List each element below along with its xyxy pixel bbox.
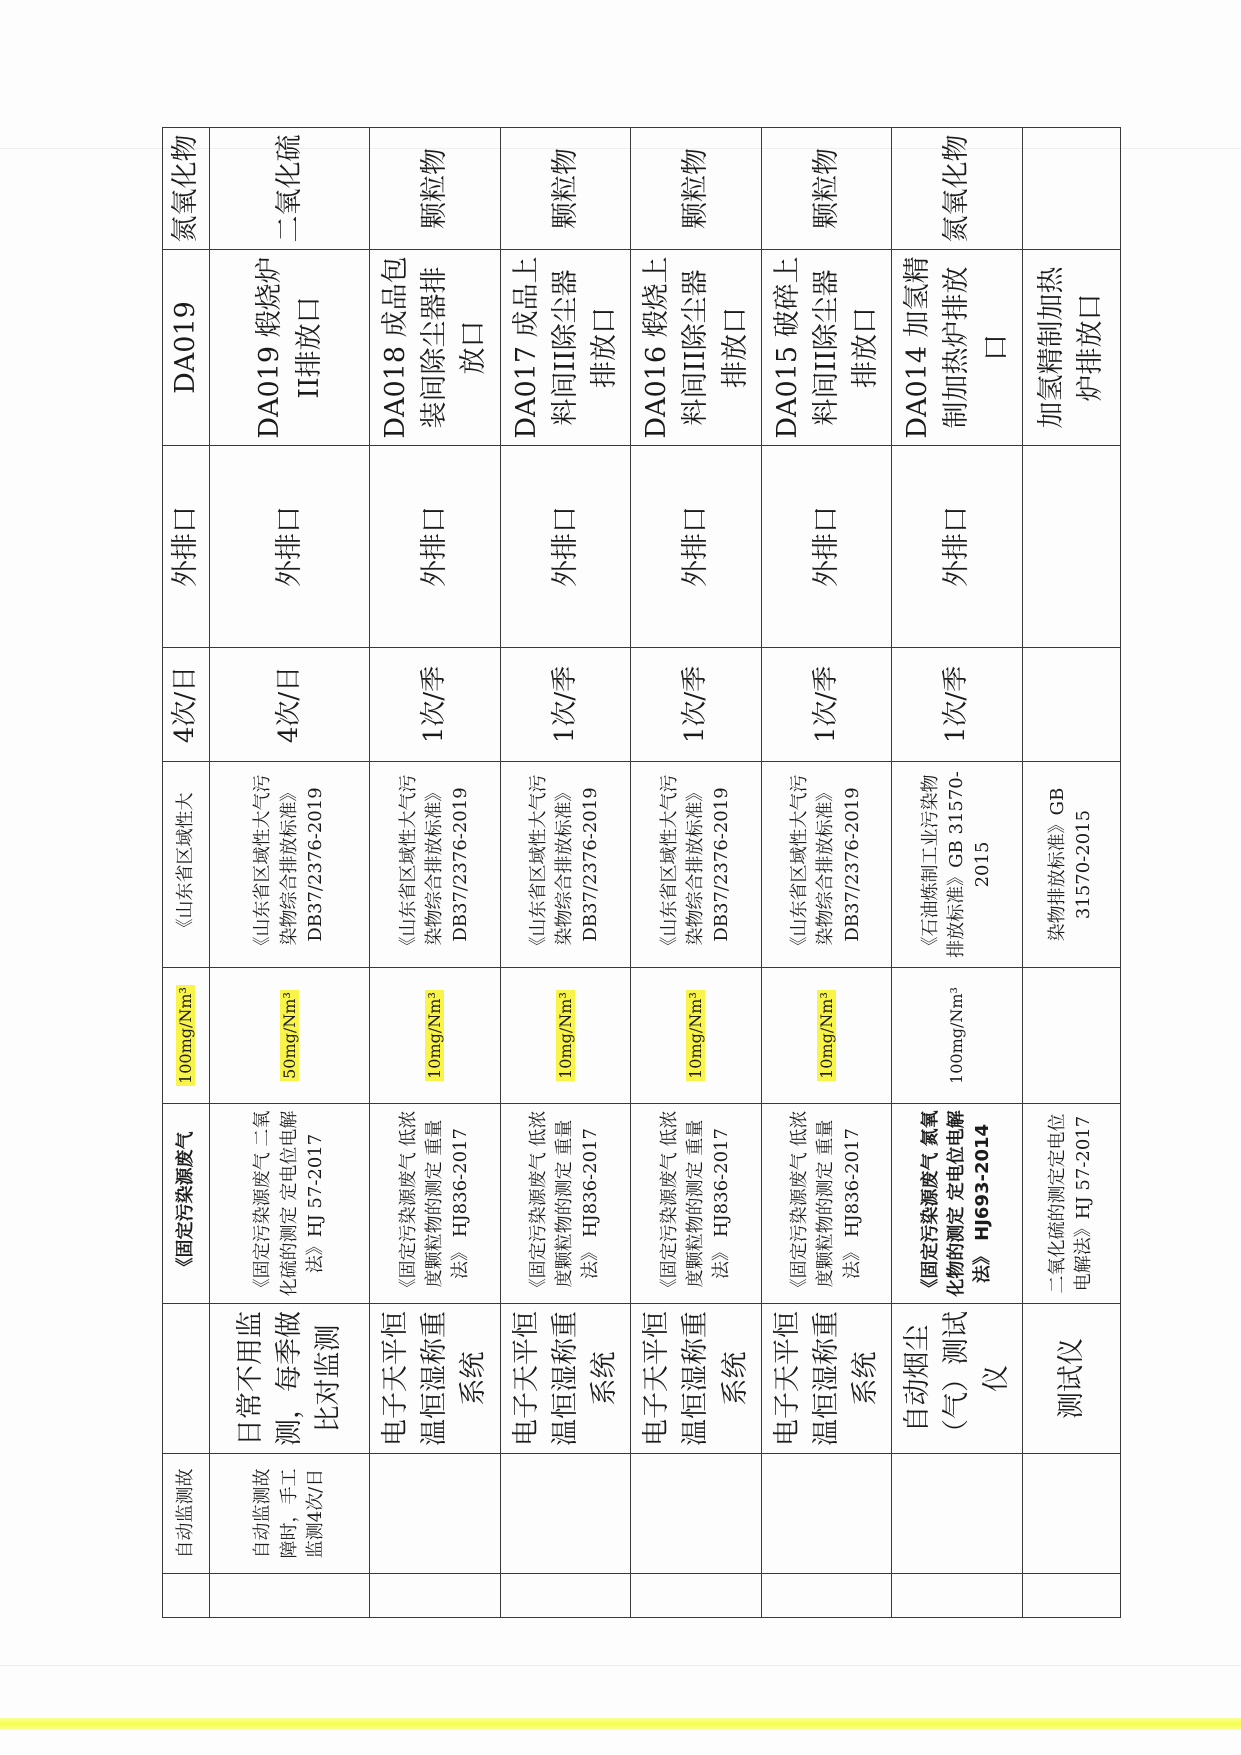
method-cell <box>892 1104 1023 1304</box>
table-row <box>370 128 501 1618</box>
standard-text: 《山东省区域性大气污染物综合排放标准》DB37/2376-2019 <box>397 774 471 955</box>
standard-cell <box>892 762 1023 968</box>
frequency-text: 4次/日 <box>273 665 304 744</box>
note-cell <box>210 1454 370 1574</box>
monitoring-point-cell <box>500 250 631 446</box>
standard-text: 《山东省区域性大气污染物综合排放标准》DB37/2376-2019 <box>658 774 732 955</box>
limit-cell <box>163 968 210 1104</box>
frequency-text: 1次/季 <box>941 665 972 744</box>
outlet-type-cell <box>892 446 1023 648</box>
limit-cell <box>500 968 631 1104</box>
limit-text: 10mg/Nm³ <box>555 992 575 1079</box>
standard-cell <box>761 762 892 968</box>
method-cell <box>500 1104 631 1304</box>
standard-cell <box>631 762 762 968</box>
standard-text: 《山东省区域性大气污染物综合排放标准》DB37/2376-2019 <box>528 774 602 955</box>
frequency-cell <box>163 648 210 762</box>
standard-text: 《山东省区域性大气污染物综合排放标准》DB37/2376-2019 <box>789 774 863 955</box>
note-cell <box>163 1454 210 1574</box>
outlet-type-cell <box>500 446 631 648</box>
note-cell <box>370 1454 501 1574</box>
frequency-text: 1次/季 <box>418 665 449 744</box>
note-cell <box>1022 1454 1120 1574</box>
note-cell <box>500 1454 631 1574</box>
method-text: 《固定污染源废气 低浓度颗粒物的测定 重量法》 HJ836-2017 <box>658 1110 732 1297</box>
limit-text: 10mg/Nm³ <box>686 992 706 1079</box>
monitoring-point-cell <box>631 250 762 446</box>
method-text: 《固定污染源废气 二氧化硫的测定 定电位电解法》HJ 57-2017 <box>252 1110 326 1297</box>
instrument-text: 电子天平恒温恒湿称重系统 <box>380 1311 490 1446</box>
rotated-table-wrapper <box>162 128 1121 1618</box>
monitoring-point-cell <box>1022 250 1120 446</box>
pollutant-text: 二氧化硫 <box>273 134 305 243</box>
limit-text: 100mg/Nm³ <box>947 987 967 1084</box>
method-text: 《固定污染源废气 低浓度颗粒物的测定 重量法》 HJ836-2017 <box>528 1110 602 1297</box>
pollutant-text: 颗粒物 <box>810 148 842 229</box>
standard-text: 染物排放标准》GB 31570-2015 <box>1047 787 1095 942</box>
outlet-type-text: 外排口 <box>680 506 712 587</box>
margin-cell <box>210 1574 370 1618</box>
monitoring-point-text: DA019 煅烧炉II排放口 <box>254 256 325 439</box>
note-text: 自动监测故 <box>174 1468 196 1559</box>
method-text: 二氧化硫的测定定电位电解法》HJ 57-2017 <box>1047 1113 1095 1294</box>
method-cell <box>370 1104 501 1304</box>
limit-text: 100mg/Nm³ <box>176 987 196 1084</box>
note-cell <box>892 1454 1023 1574</box>
instrument-text: 电子天平恒温恒湿称重系统 <box>510 1311 620 1446</box>
instrument-cell <box>500 1304 631 1454</box>
pollutant-cell <box>1022 128 1120 250</box>
instrument-cell <box>370 1304 501 1454</box>
instrument-cell <box>210 1304 370 1454</box>
monitoring-point-cell <box>210 250 370 446</box>
pollutant-text: 颗粒物 <box>419 148 451 229</box>
table-row <box>631 128 762 1618</box>
method-text: 《固定污染源废气 <box>174 1131 196 1276</box>
table-row <box>500 128 631 1618</box>
limit-text: 10mg/Nm³ <box>425 992 445 1079</box>
margin-cell <box>761 1574 892 1618</box>
pollutant-cell <box>892 128 1023 250</box>
instrument-cell <box>1022 1304 1120 1454</box>
method-cell <box>1022 1104 1120 1304</box>
frequency-cell <box>210 648 370 762</box>
pollutant-text: 氮氧化物 <box>170 134 202 243</box>
monitoring-point-text: DA016 煅烧上料间II除尘器排放口 <box>641 256 751 439</box>
monitoring-point-cell <box>370 250 501 446</box>
method-cell <box>163 1104 210 1304</box>
method-cell <box>761 1104 892 1304</box>
limit-cell <box>761 968 892 1104</box>
standard-cell <box>163 762 210 968</box>
monitoring-table <box>162 127 1121 1618</box>
outlet-type-cell <box>370 446 501 648</box>
limit-text: 10mg/Nm³ <box>816 992 836 1079</box>
table-row <box>210 128 370 1618</box>
monitoring-point-text: 加氢精制加热炉排放口 <box>1036 266 1107 429</box>
instrument-cell <box>631 1304 762 1454</box>
pollutant-cell <box>761 128 892 250</box>
method-cell <box>631 1104 762 1304</box>
monitoring-point-text: DA017 成品上料间II除尘器排放口 <box>510 256 620 439</box>
outlet-type-cell <box>761 446 892 648</box>
table-row <box>761 128 892 1618</box>
pollutant-cell <box>163 128 210 250</box>
method-text: 《固定污染源废气 氮氧化物的测定 定电位电解法》 HJ693-2014 <box>919 1110 994 1297</box>
instrument-cell <box>163 1304 210 1454</box>
pollutant-text: 氮氧化物 <box>941 134 973 243</box>
method-text: 《固定污染源废气 低浓度颗粒物的测定 重量法》 HJ836-2017 <box>789 1110 863 1297</box>
standard-text: 《山东省区域性大气污染物综合排放标准》DB37/2376-2019 <box>252 774 326 955</box>
margin-cell <box>892 1574 1023 1618</box>
monitoring-point-text: DA015 破碎上料间II除尘器排放口 <box>771 256 882 439</box>
outlet-type-text: 外排口 <box>170 506 202 587</box>
frequency-text: 1次/季 <box>810 665 841 744</box>
monitoring-point-text: DA019 <box>170 301 202 394</box>
outlet-type-text: 外排口 <box>549 506 581 587</box>
pollutant-text: 颗粒物 <box>549 148 581 229</box>
margin-cell <box>163 1574 210 1618</box>
table-row <box>1022 128 1120 1618</box>
note-cell <box>631 1454 762 1574</box>
frequency-text: 1次/季 <box>680 665 711 744</box>
frequency-cell <box>631 648 762 762</box>
monitoring-point-cell <box>892 250 1023 446</box>
instrument-text: 测试仪 <box>1055 1338 1087 1419</box>
highlighter-mark <box>0 1718 1241 1730</box>
margin-cell <box>370 1574 501 1618</box>
pollutant-text: 颗粒物 <box>680 148 712 229</box>
outlet-type-text: 外排口 <box>941 506 973 587</box>
instrument-text: 自动烟尘（气）测试仪 <box>902 1311 1012 1446</box>
margin-cell <box>1022 1574 1120 1618</box>
limit-cell <box>1022 968 1120 1104</box>
instrument-cell <box>761 1304 892 1454</box>
frequency-text: 1次/季 <box>549 665 580 744</box>
standard-cell <box>500 762 631 968</box>
outlet-type-text: 外排口 <box>419 506 451 587</box>
standard-text: 《山东省区域性大 <box>174 792 196 937</box>
note-cell <box>761 1454 892 1574</box>
note-text: 自动监测故障时，手工监测4次/日 <box>252 1468 326 1559</box>
pollutant-cell <box>500 128 631 250</box>
outlet-type-text: 外排口 <box>810 506 842 587</box>
outlet-type-cell <box>163 446 210 648</box>
standard-cell <box>210 762 370 968</box>
instrument-text: 日常不用监测，每季做比对监测 <box>234 1311 345 1446</box>
limit-text: 50mg/Nm³ <box>279 992 299 1079</box>
limit-cell <box>631 968 762 1104</box>
monitoring-point-cell <box>163 250 210 446</box>
pollutant-cell <box>210 128 370 250</box>
outlet-type-cell <box>210 446 370 648</box>
limit-cell <box>370 968 501 1104</box>
method-cell <box>210 1104 370 1304</box>
frequency-cell <box>761 648 892 762</box>
frequency-cell <box>1022 648 1120 762</box>
limit-cell <box>892 968 1023 1104</box>
monitoring-point-cell <box>761 250 892 446</box>
table-row <box>163 128 210 1618</box>
method-text: 《固定污染源废气 低浓度颗粒物的测定 重量法》 HJ836-2017 <box>397 1110 471 1297</box>
frequency-text: 4次/日 <box>170 665 201 744</box>
frequency-cell <box>370 648 501 762</box>
table-row <box>892 128 1023 1618</box>
standard-text: 《石油炼制工业污染物排放标准》GB 31570-2015 <box>919 771 994 958</box>
monitoring-point-text: DA014 加氢精制加热炉排放口 <box>902 256 1012 439</box>
instrument-text: 电子天平恒温恒湿称重系统 <box>771 1311 882 1446</box>
limit-cell <box>210 968 370 1104</box>
standard-cell <box>370 762 501 968</box>
margin-cell <box>631 1574 762 1618</box>
frequency-cell <box>892 648 1023 762</box>
outlet-type-cell <box>1022 446 1120 648</box>
monitoring-point-text: DA018 成品包装间除尘器排放口 <box>380 256 490 439</box>
pollutant-cell <box>631 128 762 250</box>
scan-line <box>0 1665 1241 1666</box>
pollutant-cell <box>370 128 501 250</box>
margin-cell <box>500 1574 631 1618</box>
instrument-cell <box>892 1304 1023 1454</box>
outlet-type-text: 外排口 <box>273 506 305 587</box>
standard-cell <box>1022 762 1120 968</box>
instrument-text: 电子天平恒温恒湿称重系统 <box>641 1311 751 1446</box>
outlet-type-cell <box>631 446 762 648</box>
frequency-cell <box>500 648 631 762</box>
